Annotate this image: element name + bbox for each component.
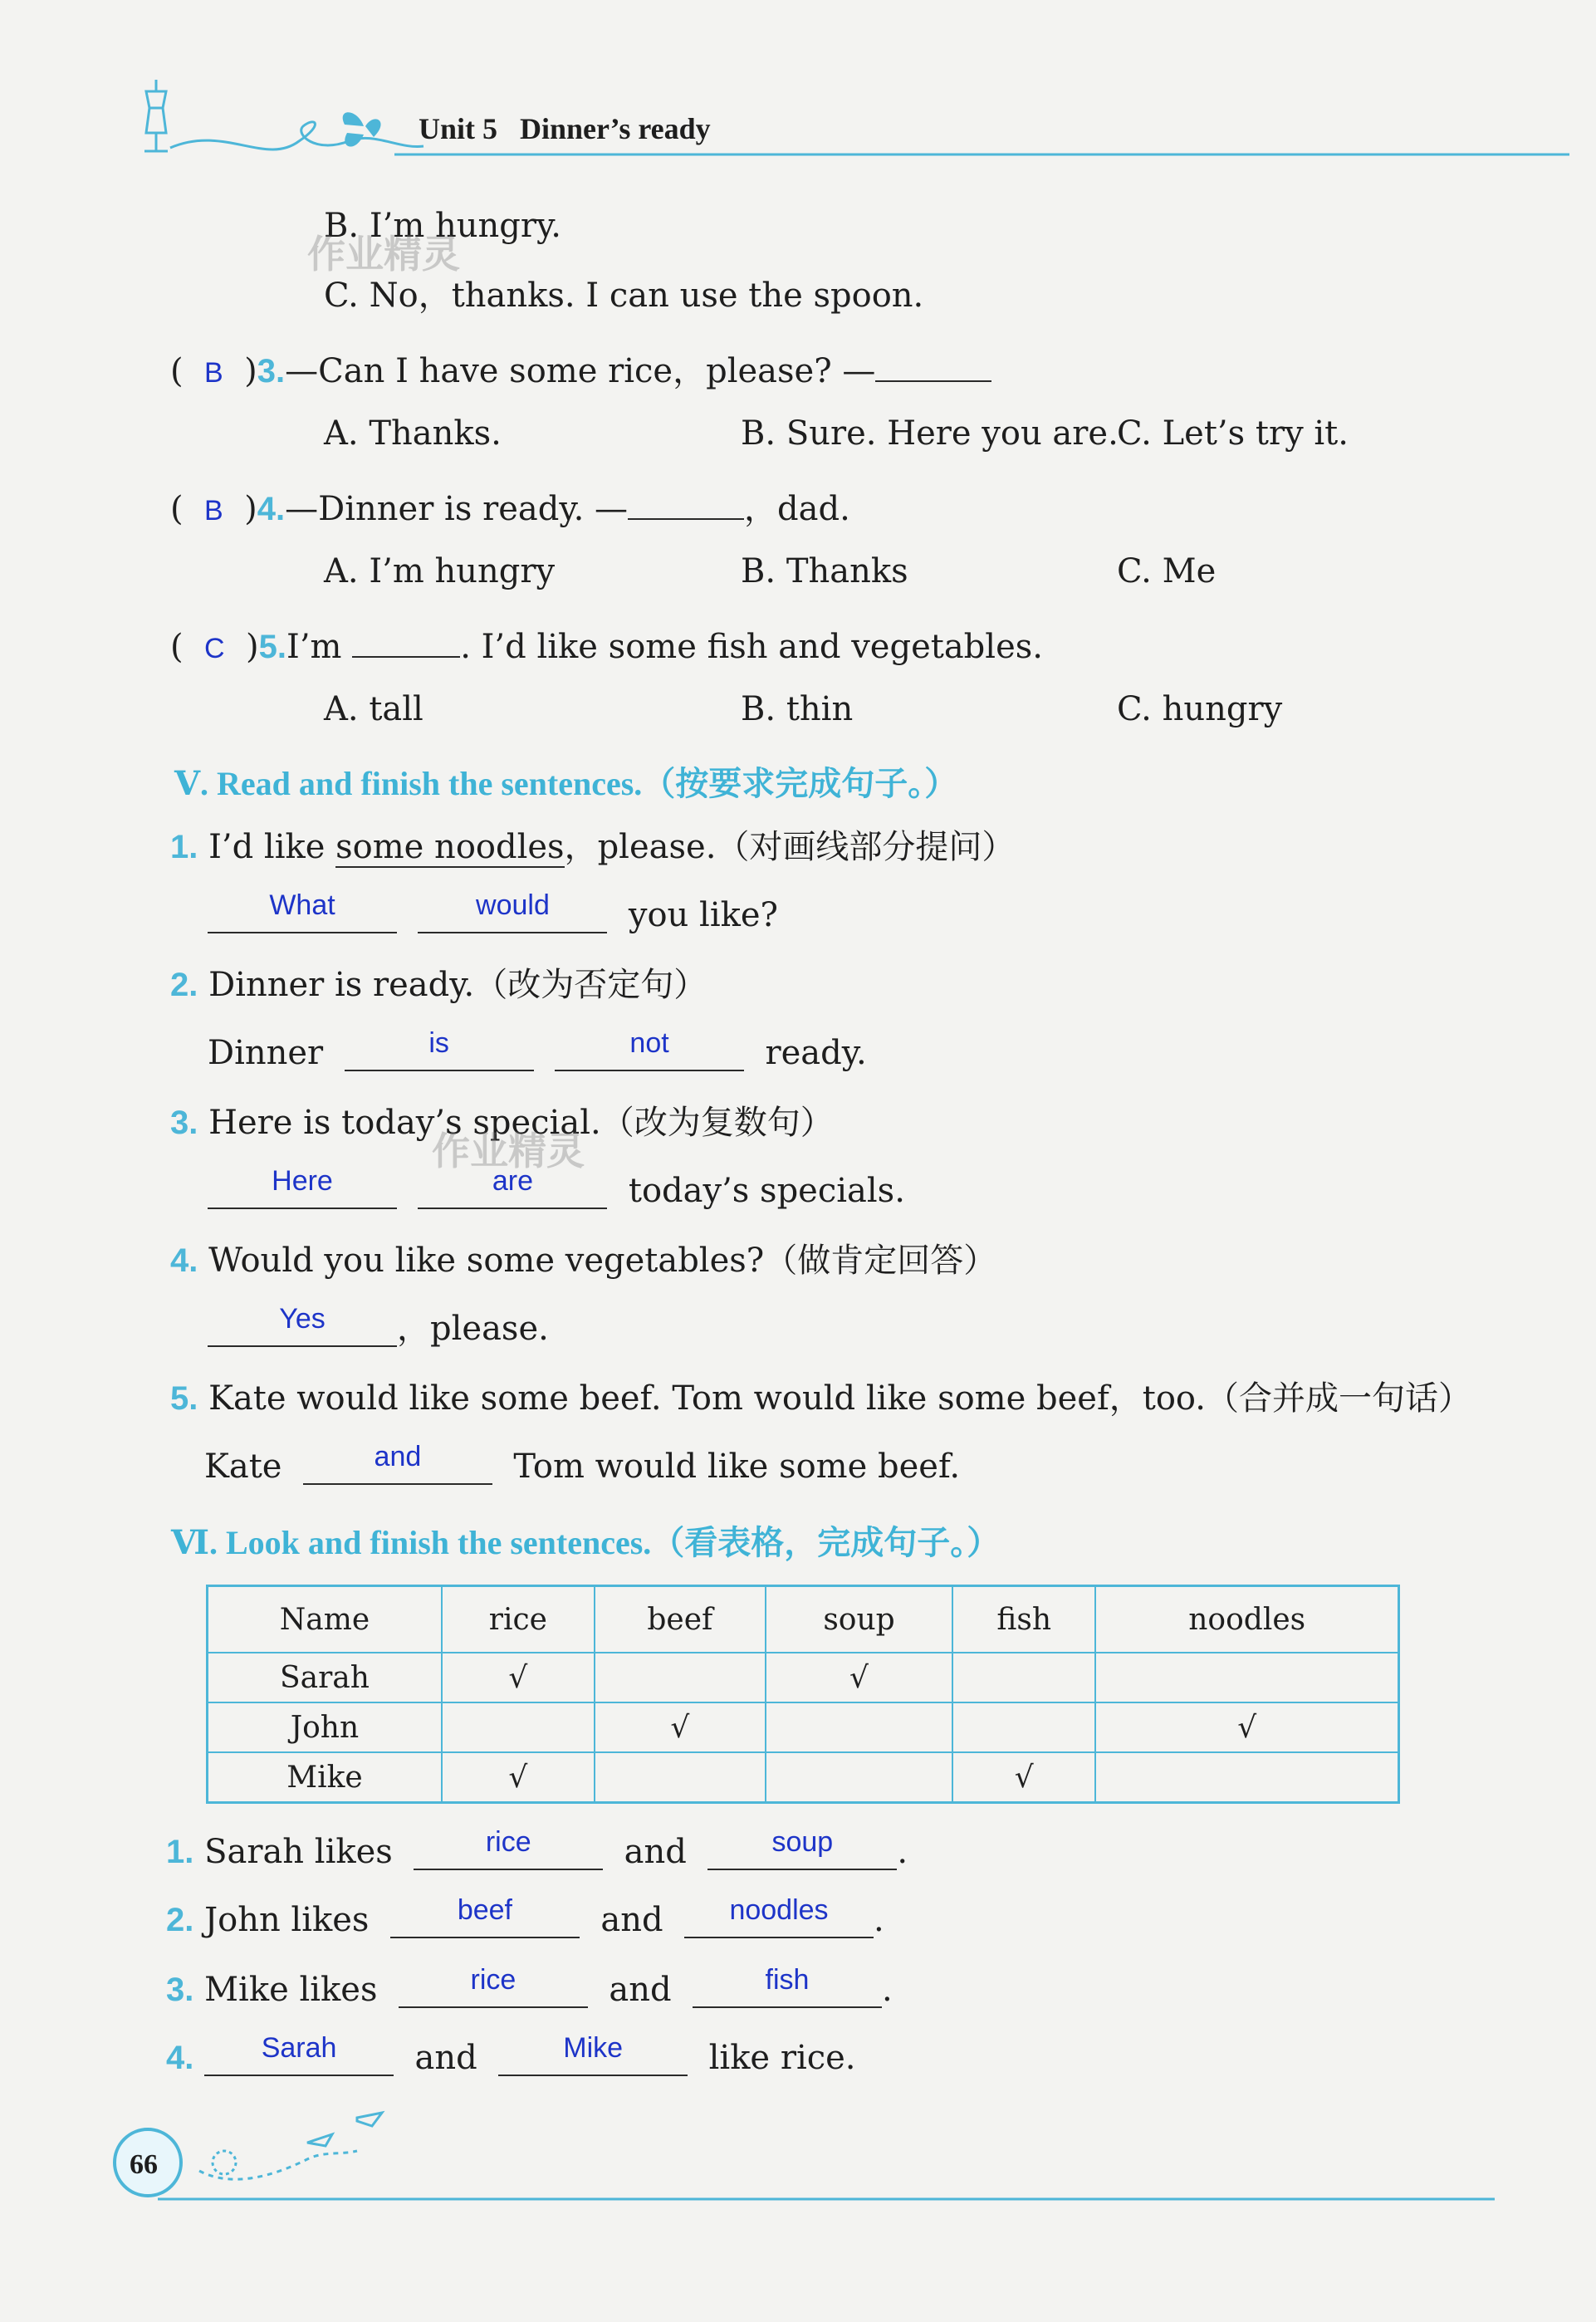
- s5-item-1: [170, 827, 1015, 867]
- s5-item-5-lead: Kate: [204, 1448, 282, 1486]
- s6-item-3: [166, 1964, 893, 2010]
- question-5-pre: I’m: [286, 628, 342, 666]
- question-5: ( C )5.I’m . I’d like some fish and vegetables.: [170, 620, 1043, 669]
- answer-4: B: [204, 495, 223, 527]
- footer-decoration: [108, 2109, 1503, 2209]
- s5-item-4-answer: [208, 1303, 549, 1349]
- s6-item-1-mid: and: [624, 1833, 687, 1871]
- option-c-top: C. No，thanks. I can use the spoon.: [324, 277, 924, 315]
- table-cell: [952, 1653, 1095, 1702]
- table-header-cell: fish: [952, 1586, 1095, 1653]
- table-cell-name: John: [208, 1702, 442, 1752]
- answer-3: B: [204, 357, 223, 389]
- q5-option-c: C. hungry: [1117, 690, 1283, 728]
- question-4-pre: —Dinner is ready. —: [285, 490, 629, 528]
- bird-icon: [307, 2113, 382, 2146]
- s5-num-2: 2.: [170, 967, 198, 1003]
- watermark-middle: 作业精灵: [432, 1129, 585, 1173]
- table-cell: [1095, 1752, 1398, 1803]
- butterfly-icon: [343, 112, 381, 146]
- table-header-cell: soup: [766, 1586, 952, 1653]
- s5-answer-3a: Here: [272, 1165, 333, 1197]
- q3-option-b: B. Sure. Here you are.: [741, 414, 1119, 453]
- s5-answer-5a: and: [374, 1441, 422, 1472]
- table-cell: [1095, 1653, 1398, 1702]
- blank-4[interactable]: [628, 482, 744, 520]
- s5-item-1-answer: [208, 889, 778, 935]
- s5-answer-3b: are: [492, 1165, 533, 1197]
- s5-item-5-text: Kate would like some beef. Tom would like some beef，too.（合并成一句话）: [208, 1379, 1471, 1418]
- s5-item-3-text: Here is today’s special.（改为复数句）: [208, 1104, 834, 1142]
- s5-item-1-tail: you like?: [628, 896, 778, 934]
- table-header-row: [208, 1586, 1399, 1653]
- s5-answer-4a: Yes: [279, 1303, 326, 1335]
- s6-item-3-mid: and: [609, 1971, 672, 2009]
- unit-title: Dinner’s ready: [520, 112, 711, 145]
- s5-item-5-tail: Tom would like some beef.: [513, 1448, 961, 1486]
- s6-answer-4b: Mike: [563, 2032, 624, 2064]
- s5-blank-3b[interactable]: [418, 1165, 607, 1209]
- table-cell: √: [952, 1752, 1095, 1803]
- question-4-post: ，dad.: [744, 490, 850, 528]
- table-cell-name: Sarah: [208, 1653, 442, 1702]
- lamp-icon: [144, 80, 168, 151]
- table-row: [208, 1702, 1399, 1752]
- s5-item-4-tail: ，please.: [397, 1310, 549, 1348]
- s5-blank-1a[interactable]: [208, 889, 397, 933]
- s6-answer-2a: beef: [457, 1894, 512, 1926]
- s5-item-1-pre: I’d like: [208, 828, 336, 866]
- s6-item-4-tail: like rice.: [708, 2039, 856, 2077]
- s6-blank-1a[interactable]: [414, 1826, 603, 1870]
- num-3: 3.: [257, 353, 286, 389]
- q4-option-a: A. I’m hungry: [324, 552, 556, 590]
- table-header-cell: rice: [442, 1586, 595, 1653]
- s5-item-3-tail: today’s specials.: [628, 1172, 905, 1210]
- s6-answer-3b: fish: [765, 1964, 810, 1996]
- section-5-title: Ⅴ. Read and finish the sentences.（按要求完成句子。）: [174, 765, 958, 802]
- table-cell: [595, 1752, 766, 1803]
- table-cell-name: Mike: [208, 1752, 442, 1803]
- s6-item-1-tail: .: [897, 1833, 908, 1871]
- s5-blank-5a[interactable]: [303, 1441, 492, 1485]
- s6-item-2-tail: .: [874, 1901, 884, 1939]
- s6-item-2-lead: John likes: [204, 1901, 370, 1939]
- page-number: 66: [130, 2149, 158, 2180]
- s5-blank-3a[interactable]: [208, 1165, 397, 1209]
- s6-answer-3a: rice: [470, 1964, 516, 1996]
- table-cell: [952, 1702, 1095, 1752]
- table-cell: √: [442, 1752, 595, 1803]
- s6-answer-4a: Sarah: [261, 2032, 337, 2064]
- question-5-post: . I’d like some fish and vegetables.: [460, 628, 1043, 666]
- s5-item-5: [170, 1379, 1471, 1418]
- s6-blank-4b[interactable]: [498, 2032, 688, 2076]
- s6-item-1: [166, 1826, 908, 1872]
- answer-5: C: [204, 633, 225, 664]
- s6-blank-2a[interactable]: [390, 1894, 580, 1938]
- q4-option-c: C. Me: [1117, 552, 1217, 590]
- table-row: [208, 1653, 1399, 1702]
- s5-item-3-answer: [208, 1165, 905, 1211]
- s5-item-1-underlined: some noodles: [335, 828, 565, 866]
- s5-blank-2a[interactable]: [345, 1027, 534, 1071]
- s5-blank-2b[interactable]: [555, 1027, 744, 1071]
- blank-3[interactable]: [875, 344, 991, 382]
- table-cell: √: [766, 1653, 952, 1702]
- question-4: ( B )4.—Dinner is ready. — ，dad.: [170, 482, 850, 531]
- question-3: ( B )3.—Can I have some rice，please? —: [170, 344, 991, 393]
- dotted-swirl: [199, 2151, 357, 2179]
- swirl-line: [170, 122, 423, 149]
- q3-option-c: C. Let’s try it.: [1117, 414, 1349, 453]
- s6-item-2-mid: and: [600, 1901, 663, 1939]
- s5-answer-1b: would: [476, 889, 550, 921]
- table-cell: √: [595, 1702, 766, 1752]
- num-4: 4.: [257, 491, 286, 527]
- s5-item-4: [170, 1241, 996, 1281]
- s6-num-4: 4.: [166, 2040, 194, 2076]
- table-cell: √: [1095, 1702, 1398, 1752]
- section-6-title: Ⅵ. Look and finish the sentences.（看表格，完成句子。）: [171, 1524, 1001, 1561]
- s5-blank-1b[interactable]: [418, 889, 607, 933]
- s5-num-1: 1.: [170, 829, 198, 865]
- table-cell: [766, 1702, 952, 1752]
- s5-answer-2b: not: [629, 1027, 669, 1059]
- s5-item-5-answer: [204, 1441, 961, 1487]
- s6-answer-1b: soup: [771, 1826, 834, 1858]
- s5-item-4-text: Would you like some vegetables?（做肯定回答）: [208, 1242, 997, 1280]
- q3-option-a: A. Thanks.: [324, 414, 502, 453]
- s5-num-4: 4.: [170, 1242, 198, 1279]
- table-header-cell: beef: [595, 1586, 766, 1653]
- blank-5[interactable]: [352, 620, 460, 658]
- s5-answer-2a: is: [428, 1027, 449, 1059]
- s6-num-1: 1.: [166, 1834, 194, 1870]
- table-cell: [595, 1653, 766, 1702]
- s5-item-2-tail: ready.: [765, 1034, 867, 1072]
- s5-item-2: [170, 965, 707, 1005]
- s6-answer-2b: noodles: [729, 1894, 829, 1926]
- s6-blank-1b[interactable]: [707, 1826, 897, 1870]
- s5-answer-1a: What: [269, 889, 335, 921]
- table-cell: [766, 1752, 952, 1803]
- s6-item-2: [166, 1894, 884, 1940]
- s5-item-1-post: ，please.（对画线部分提问）: [564, 828, 1016, 866]
- s6-item-4: [166, 2032, 856, 2078]
- s6-num-3: 3.: [166, 1972, 194, 2008]
- unit-label: Unit 5: [419, 112, 498, 145]
- table-row: [208, 1752, 1399, 1803]
- watermark-top: 作业精灵: [307, 232, 460, 277]
- s6-blank-2b[interactable]: [684, 1894, 874, 1938]
- s6-item-1-lead: Sarah likes: [204, 1833, 393, 1871]
- q4-option-b: B. Thanks: [741, 552, 908, 590]
- food-table: [206, 1585, 1400, 1804]
- q5-option-a: A. tall: [324, 690, 423, 728]
- table-header-cell: Name: [208, 1586, 442, 1653]
- s6-item-3-tail: .: [882, 1971, 893, 2009]
- s6-item-3-lead: Mike likes: [204, 1971, 378, 2009]
- s6-blank-3a[interactable]: [399, 1964, 588, 2008]
- s5-item-2-answer: [208, 1027, 867, 1073]
- header-decoration: [125, 75, 1569, 166]
- s6-num-2: 2.: [166, 1902, 194, 1938]
- s5-item-2-lead: Dinner: [208, 1034, 324, 1072]
- header-title: [419, 111, 711, 146]
- s6-blank-3b[interactable]: [693, 1964, 882, 2008]
- option-b-top: B. I’m hungry.: [324, 207, 561, 245]
- table-header-cell: noodles: [1095, 1586, 1398, 1653]
- s5-num-5: 5.: [170, 1380, 198, 1417]
- s6-answer-1a: rice: [485, 1826, 531, 1858]
- s5-blank-4a[interactable]: [208, 1303, 397, 1347]
- s6-blank-4a[interactable]: [204, 2032, 394, 2076]
- s6-item-4-mid: and: [414, 2039, 477, 2077]
- table-cell: √: [442, 1653, 595, 1702]
- s5-item-2-text: Dinner is ready.（改为否定句）: [208, 966, 707, 1004]
- q5-option-b: B. thin: [741, 690, 854, 728]
- s5-num-3: 3.: [170, 1105, 198, 1141]
- question-3-text: —Can I have some rice，please? —: [285, 352, 876, 390]
- table-cell: [442, 1702, 595, 1752]
- num-5: 5.: [258, 629, 287, 665]
